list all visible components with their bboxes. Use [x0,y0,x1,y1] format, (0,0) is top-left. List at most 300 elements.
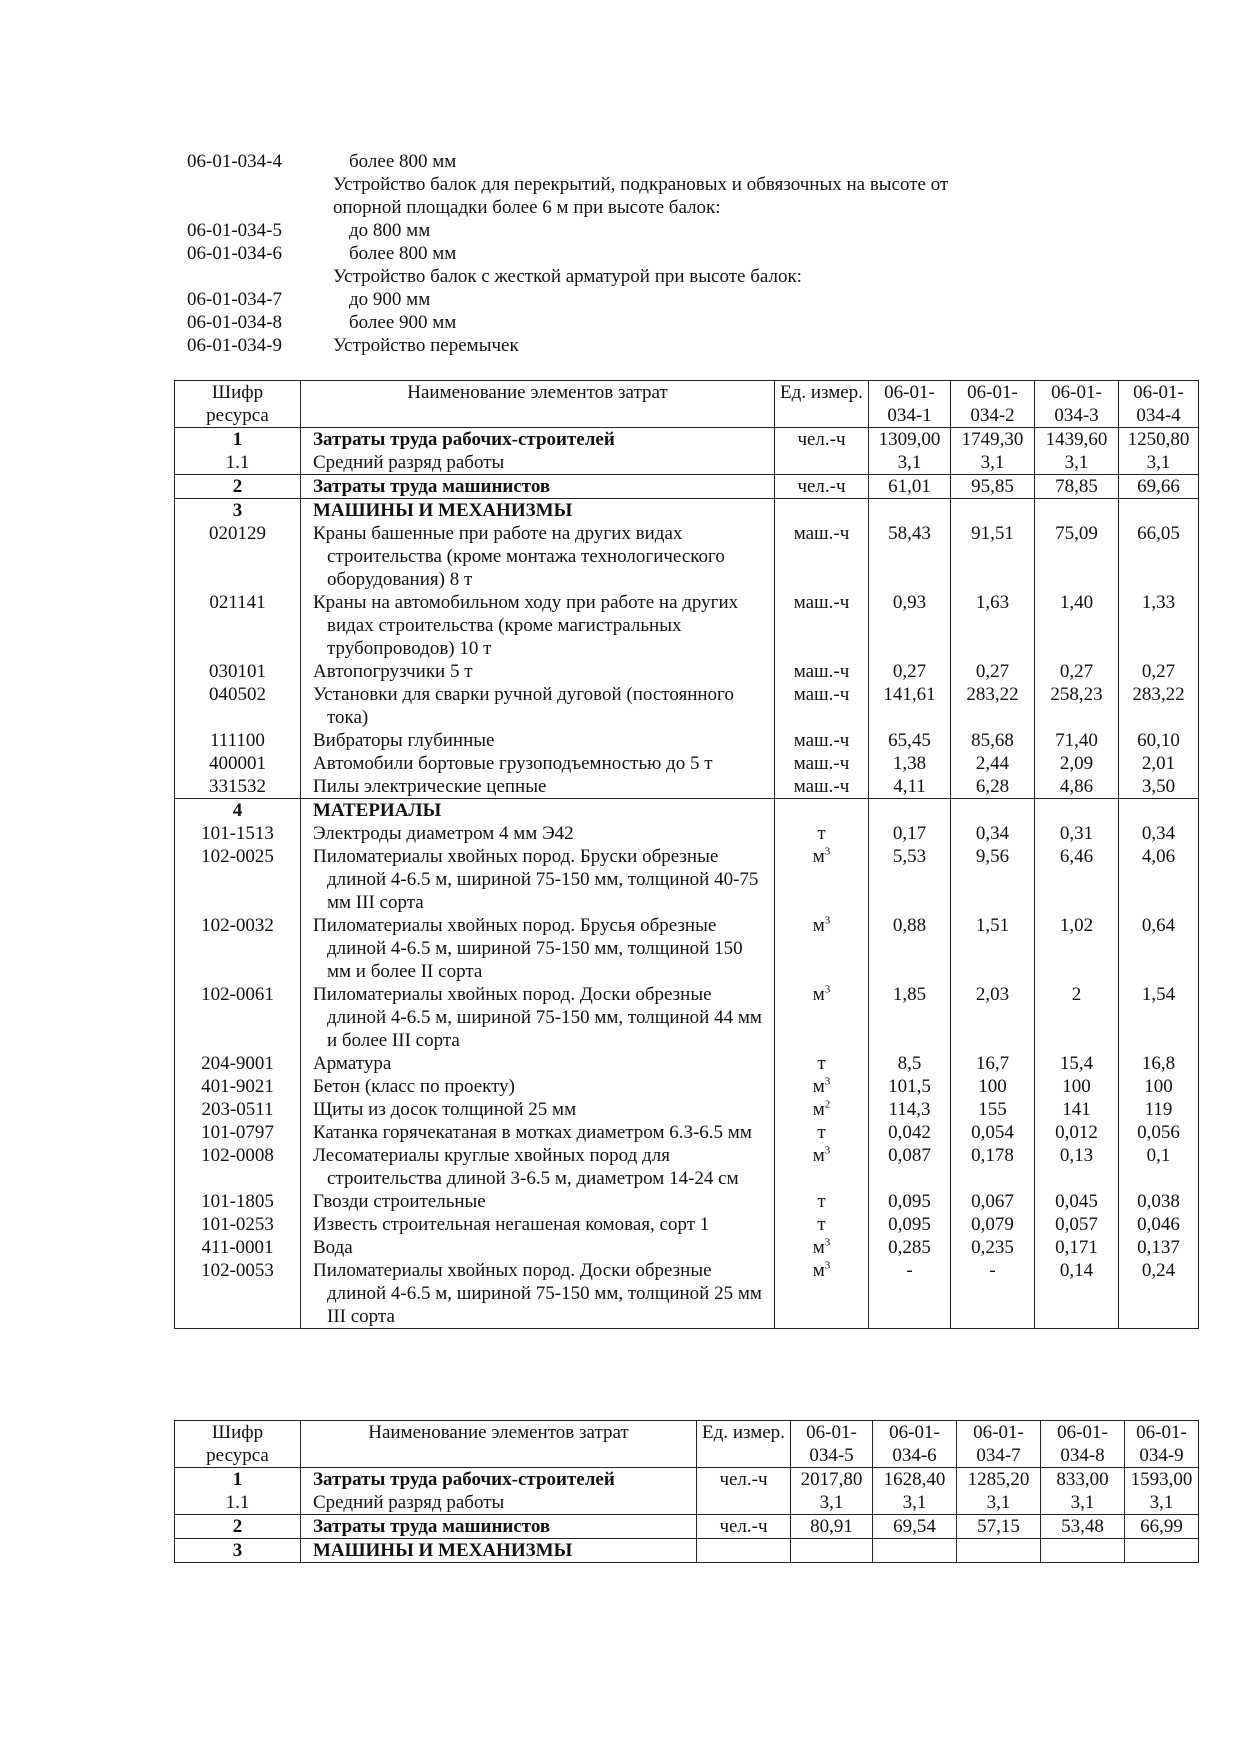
cell-value [1119,499,1199,523]
unit-power: 3 [824,845,831,858]
cell-value: 2 [1035,983,1119,1052]
cell-value: 78,85 [1035,475,1119,499]
cell-value: 0,178 [951,1144,1035,1190]
cell-name [301,1144,775,1190]
cell-value [951,799,1035,823]
header-code [187,196,333,219]
cell-name [301,1515,697,1539]
cell-value: 2017,80 [791,1468,873,1492]
table-row [175,683,1199,729]
cell-value [951,499,1035,523]
cell-name-text: Катанка горячекатаная в мотках диаметром 6.3-6.5 мм [313,1122,752,1143]
cell-value: 0,24 [1119,1259,1199,1329]
column-header-unit: Ед. измер. [775,381,869,428]
cell-value: - [951,1259,1035,1329]
header-text: более 800 мм [349,151,457,172]
table-row [175,660,1199,683]
cell-value: 4,11 [869,775,951,799]
cell-value: 101,5 [869,1075,951,1098]
unit-text: м [812,1260,825,1281]
cell-name [301,660,775,683]
cell-name-text: Пилы электрические цепные [313,776,547,797]
cell-value: 100 [1119,1075,1199,1098]
cell-value: 85,68 [951,729,1035,752]
cell-unit [775,822,869,845]
cell-value: 0,27 [1035,660,1119,683]
cell-value: 8,5 [869,1052,951,1075]
header-text: более 900 мм [349,312,457,333]
cell-value: 6,46 [1035,845,1119,914]
unit-text: т [817,1191,826,1212]
cell-unit [775,1052,869,1075]
table-row [175,752,1199,775]
unit-text: м [812,1237,825,1258]
column-header-name: Наименование элементов затрат [301,381,775,428]
unit-text: маш.-ч [793,730,850,751]
unit-text: т [817,1214,826,1235]
cell-name [301,822,775,845]
cell-name [301,729,775,752]
table-row [175,845,1199,914]
cell-value: 0,34 [1119,822,1199,845]
cell-value [1041,1539,1125,1563]
table-row [175,499,1199,523]
cell-code: 102-0053 [175,1259,301,1329]
cell-unit [775,428,869,452]
cell-value: 1,40 [1035,591,1119,660]
cell-value: 1749,30 [951,428,1035,452]
unit-text: т [817,1122,826,1143]
cell-value: 2,09 [1035,752,1119,775]
cell-name [301,752,775,775]
cell-code: 3 [175,499,301,523]
cell-value: 80,91 [791,1515,873,1539]
cell-value: 0,27 [869,660,951,683]
unit-text: маш.-ч [793,523,850,544]
cell-value: 69,66 [1119,475,1199,499]
table-row [175,1190,1199,1213]
cell-value [869,799,951,823]
cell-value: 3,1 [951,451,1035,475]
cell-value: 0,095 [869,1190,951,1213]
cell-value: 95,85 [951,475,1035,499]
cell-value: 1593,00 [1125,1468,1199,1492]
cell-value: 0,17 [869,822,951,845]
cell-value: 114,3 [869,1098,951,1121]
cell-name [301,522,775,591]
cell-value: 100 [951,1075,1035,1098]
cell-value: 9,56 [951,845,1035,914]
header-line [187,334,1087,357]
header-code: 06-01-034-9 [187,335,282,356]
cell-code: 1 [175,1468,301,1492]
cell-value: 3,50 [1119,775,1199,799]
cell-value [873,1539,957,1563]
cell-value: 0,14 [1035,1259,1119,1329]
cell-name [301,683,775,729]
cell-value: 16,8 [1119,1052,1199,1075]
unit-text: чел.-ч [797,476,846,497]
cell-unit [775,499,869,523]
column-header-code: Шифр ресурса [175,381,301,428]
cell-value: 6,28 [951,775,1035,799]
cell-value: 3,1 [1125,1491,1199,1515]
cell-unit [697,1539,791,1563]
table-row [175,1121,1199,1144]
cell-value: 3,1 [1035,451,1119,475]
resource-table-1 [174,380,1199,1329]
cell-value: 258,23 [1035,683,1119,729]
header-text: до 900 мм [349,289,431,310]
unit-text: маш.-ч [793,753,850,774]
header-code [187,173,333,196]
cell-name [301,1236,775,1259]
header-text: опорной площадки более 6 м при высоте балок: [333,197,721,218]
cell-unit [775,775,869,799]
header-line [187,150,1087,173]
unit-power: 3 [824,1075,831,1088]
table-row [175,775,1199,799]
cell-name-text: Затраты труда рабочих-строителей [313,429,615,450]
table-row [175,1098,1199,1121]
cell-code: 102-0008 [175,1144,301,1190]
column-header-norm: 06-01-034-8 [1041,1421,1125,1468]
cell-name [301,799,775,823]
unit-text: маш.-ч [793,776,850,797]
cell-value: 66,99 [1125,1515,1199,1539]
header-line [187,242,1087,265]
cell-value: 141,61 [869,683,951,729]
cell-value: 2,44 [951,752,1035,775]
cell-value: 1285,20 [957,1468,1041,1492]
cell-value: 0,045 [1035,1190,1119,1213]
cell-value: 0,13 [1035,1144,1119,1190]
cell-unit [775,591,869,660]
cell-name-text: Гвозди строительные [313,1191,486,1212]
table-row [175,799,1199,823]
table-row [175,1468,1199,1492]
header-code: 06-01-034-7 [187,289,282,310]
unit-power: 3 [824,1236,831,1249]
cell-unit [775,752,869,775]
table-row [175,822,1199,845]
cell-value: 0,137 [1119,1236,1199,1259]
cell-unit [775,1075,869,1098]
cell-code: 030101 [175,660,301,683]
cell-value: 60,10 [1119,729,1199,752]
cell-value: 0,27 [1119,660,1199,683]
cell-unit [775,1213,869,1236]
cell-value: 1,85 [869,983,951,1052]
cell-value: 0,88 [869,914,951,983]
unit-text: м [812,1076,825,1097]
cell-value: 0,31 [1035,822,1119,845]
cell-value: 1,54 [1119,983,1199,1052]
unit-text: чел.-ч [719,1469,768,1490]
cell-code: 204-9001 [175,1052,301,1075]
header-code: 06-01-034-5 [187,220,282,241]
cell-unit [775,1190,869,1213]
cell-name-text: МАТЕРИАЛЫ [313,800,442,821]
cell-name [301,428,775,452]
cell-code: 401-9021 [175,1075,301,1098]
header-line [187,173,1087,196]
cell-name-text: Средний разряд работы [313,1492,505,1513]
cell-name [301,914,775,983]
cell-code: 1.1 [175,451,301,475]
column-header-norm: 06-01-034-3 [1035,381,1119,428]
cell-name [301,1190,775,1213]
header-line [187,311,1087,334]
header-list [187,150,1087,357]
table-row [175,1213,1199,1236]
header-line [187,288,1087,311]
cell-name-text: МАШИНЫ И МЕХАНИЗМЫ [313,500,573,521]
cell-unit [697,1491,791,1515]
table-row [175,729,1199,752]
header-text: до 800 мм [349,220,431,241]
cell-name [301,591,775,660]
cell-code: 040502 [175,683,301,729]
cell-name-text: Вода [313,1237,353,1258]
cell-value: 283,22 [1119,683,1199,729]
header-line [187,265,1087,288]
cell-value: - [869,1259,951,1329]
unit-power: 3 [824,914,831,927]
cell-name-text: Пиломатериалы хвойных пород. Доски обрезные длиной 4-6.5 м, шириной 75-150 мм, толщиной 25 мм III сорта [313,1260,762,1327]
cell-value: 833,00 [1041,1468,1125,1492]
cell-unit [775,522,869,591]
cell-value: 0,067 [951,1190,1035,1213]
cell-name [301,1213,775,1236]
unit-text: м [812,984,825,1005]
cell-unit [775,1121,869,1144]
cell-value: 0,27 [951,660,1035,683]
cell-code: 411-0001 [175,1236,301,1259]
cell-value: 3,1 [873,1491,957,1515]
table-header-row [175,1421,1199,1468]
cell-value: 1628,40 [873,1468,957,1492]
resource-table-2 [174,1420,1199,1563]
cell-code: 102-0061 [175,983,301,1052]
cell-value: 3,1 [791,1491,873,1515]
cell-value: 0,171 [1035,1236,1119,1259]
cell-value: 0,054 [951,1121,1035,1144]
cell-code: 400001 [175,752,301,775]
unit-power: 3 [824,1144,831,1157]
cell-name-text: Вибраторы глубинные [313,730,495,751]
cell-unit [775,983,869,1052]
cell-code: 111100 [175,729,301,752]
cell-name-text: Пиломатериалы хвойных пород. Брусья обрезные длиной 4-6.5 м, шириной 75-150 мм, толщиной 150 мм и более II сорта [313,915,743,982]
table-row [175,1075,1199,1098]
column-header-norm: 06-01-034-6 [873,1421,957,1468]
cell-value: 0,079 [951,1213,1035,1236]
cell-name-text: Пиломатериалы хвойных пород. Доски обрезные длиной 4-6.5 м, шириной 75-150 мм, толщиной 44 мм и более III сорта [313,984,762,1051]
cell-name [301,1052,775,1075]
cell-value: 0,93 [869,591,951,660]
unit-text: м [812,846,825,867]
header-text: Устройство балок для перекрытий, подкрановых и обвязочных на высоте от [333,174,949,195]
cell-value: 0,038 [1119,1190,1199,1213]
cell-code: 020129 [175,522,301,591]
header-text: более 800 мм [349,243,457,264]
cell-unit [697,1468,791,1492]
table-row [175,1259,1199,1329]
table-row [175,914,1199,983]
cell-value: 69,54 [873,1515,957,1539]
unit-text: чел.-ч [797,429,846,450]
header-line [187,219,1087,242]
unit-text: маш.-ч [793,661,850,682]
cell-name-text: Арматура [313,1053,392,1074]
cell-value: 16,7 [951,1052,1035,1075]
cell-value: 141 [1035,1098,1119,1121]
unit-text: м [812,1145,825,1166]
cell-code: 102-0025 [175,845,301,914]
unit-text: м [812,915,825,936]
cell-value: 0,1 [1119,1144,1199,1190]
table-row [175,1236,1199,1259]
header-text: Устройство балок с жесткой арматурой при высоте балок: [333,266,802,287]
cell-value [1125,1539,1199,1563]
column-header-norm: 06-01-034-9 [1125,1421,1199,1468]
cell-code: 021141 [175,591,301,660]
cell-value [1035,499,1119,523]
cell-code: 101-0253 [175,1213,301,1236]
cell-unit [775,1236,869,1259]
cell-name [301,475,775,499]
cell-value: 1,63 [951,591,1035,660]
unit-text: маш.-ч [793,592,850,613]
column-header-norm: 06-01-034-4 [1119,381,1199,428]
header-code [187,265,333,288]
cell-name-text: Краны башенные при работе на других видах строительства (кроме монтажа технологического оборудования) 8 т [313,523,725,590]
cell-name-text: Электроды диаметром 4 мм Э42 [313,823,574,844]
cell-value: 155 [951,1098,1035,1121]
column-header-unit: Ед. измер. [697,1421,791,1468]
cell-unit [775,729,869,752]
table-row [175,1052,1199,1075]
cell-unit [697,1515,791,1539]
cell-name [301,775,775,799]
cell-name [301,1491,697,1515]
cell-value: 0,34 [951,822,1035,845]
cell-value: 4,86 [1035,775,1119,799]
cell-name [301,983,775,1052]
cell-code: 102-0032 [175,914,301,983]
cell-name-text: Средний разряд работы [313,452,505,473]
table-row [175,983,1199,1052]
cell-value: 1,33 [1119,591,1199,660]
table-row [175,475,1199,499]
table-row [175,451,1199,475]
header-text: Устройство перемычек [333,335,519,356]
unit-text: м [812,1099,825,1120]
table-row [175,428,1199,452]
cell-name-text: Установки для сварки ручной дуговой (постоянного тока) [313,684,734,728]
cell-name-text: Затраты труда рабочих-строителей [313,1469,615,1490]
cell-name-text: Бетон (класс по проекту) [313,1076,516,1097]
cell-name-text: Пиломатериалы хвойных пород. Бруски обрезные длиной 4-6.5 м, шириной 75-150 мм, толщиной 40-75 мм III сорта [313,846,759,913]
cell-code: 2 [175,475,301,499]
column-header-code: Шифр ресурса [175,1421,301,1468]
cell-value: 61,01 [869,475,951,499]
cell-name-text: Затраты труда машинистов [313,476,551,497]
cell-value: 0,087 [869,1144,951,1190]
unit-text: т [817,1053,826,1074]
unit-power: 3 [824,1259,831,1272]
cell-value: 0,235 [951,1236,1035,1259]
cell-value: 53,48 [1041,1515,1125,1539]
cell-code: 2 [175,1515,301,1539]
cell-unit [775,1144,869,1190]
cell-value: 1,51 [951,914,1035,983]
cell-value: 0,095 [869,1213,951,1236]
unit-power: 3 [824,983,831,996]
cell-value: 0,285 [869,1236,951,1259]
cell-value: 58,43 [869,522,951,591]
cell-unit [775,799,869,823]
cell-value: 283,22 [951,683,1035,729]
cell-unit [775,660,869,683]
cell-value [791,1539,873,1563]
cell-unit [775,1259,869,1329]
cell-value: 57,15 [957,1515,1041,1539]
cell-name-text: МАШИНЫ И МЕХАНИЗМЫ [313,1540,573,1561]
cell-value: 1309,00 [869,428,951,452]
cell-value: 0,012 [1035,1121,1119,1144]
cell-name [301,1075,775,1098]
header-code: 06-01-034-6 [187,243,282,264]
cell-unit [775,683,869,729]
cell-value: 4,06 [1119,845,1199,914]
table-row [175,522,1199,591]
cell-name-text: Автопогрузчики 5 т [313,661,473,682]
unit-text: т [817,823,826,844]
unit-text: маш.-ч [793,684,850,705]
cell-value: 100 [1035,1075,1119,1098]
cell-code: 101-1513 [175,822,301,845]
cell-code: 1.1 [175,1491,301,1515]
header-code: 06-01-034-8 [187,312,282,333]
cell-name [301,1539,697,1563]
cell-value: 0,64 [1119,914,1199,983]
cell-value: 1,02 [1035,914,1119,983]
table-row [175,1539,1199,1563]
column-header-name: Наименование элементов затрат [301,1421,697,1468]
unit-text: чел.-ч [719,1516,768,1537]
cell-name [301,1098,775,1121]
cell-value: 2,03 [951,983,1035,1052]
cell-code: 101-0797 [175,1121,301,1144]
cell-value: 65,45 [869,729,951,752]
column-header-norm: 06-01-034-7 [957,1421,1041,1468]
cell-code: 101-1805 [175,1190,301,1213]
table-header-row [175,381,1199,428]
column-header-norm: 06-01-034-2 [951,381,1035,428]
cell-unit [775,1098,869,1121]
table-row [175,1515,1199,1539]
cell-code: 203-0511 [175,1098,301,1121]
cell-value: 0,046 [1119,1213,1199,1236]
cell-value: 0,057 [1035,1213,1119,1236]
cell-value: 2,01 [1119,752,1199,775]
cell-value: 5,53 [869,845,951,914]
cell-code: 1 [175,428,301,452]
cell-value [869,499,951,523]
cell-value: 0,042 [869,1121,951,1144]
